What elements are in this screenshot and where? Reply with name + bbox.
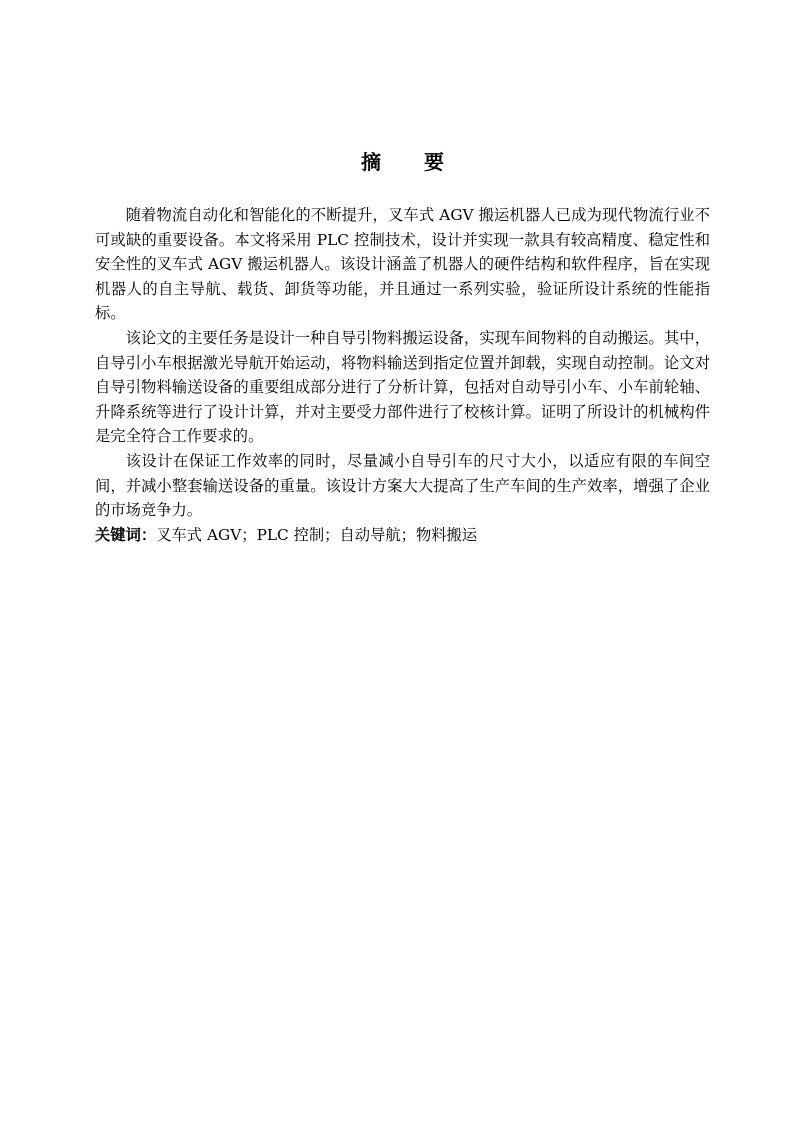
keywords-line — [95, 523, 710, 548]
abstract-paragraph-3: 该设计在保证工作效率的同时，尽量减小自导引车的尺寸大小，以适应有限的车间空间，并减小整套输送设备的重量。该设计方案大大提高了生产车间的生产效率，增强了企业的市场竞争力。 — [95, 451, 710, 520]
keywords-label: 关键词： — [95, 525, 157, 544]
abstract-title: 摘 要 — [361, 150, 462, 174]
keywords-text: 叉车式 AGV；PLC 控制；自动导航；物料搬运 — [156, 525, 478, 544]
abstract-paragraph-2: 该论文的主要任务是设计一种自导引物料搬运设备，实现车间物料的自动搬运。其中，自导引小车根据激光导航开始运动，将物料输送到指定位置并卸载，实现自动控制。论文对自导引物料输送设备的重要组成部分进行了分析计算，包括对自动导引小车、小车前轮轴、升降系统等进行了设计计算，并对主要受力部件进行了校核计算。证明了所设计的机械构件是完全符合工作要求的。 — [95, 328, 710, 446]
abstract-body — [95, 203, 710, 547]
abstract-paragraph-1: 随着物流自动化和智能化的不断提升，叉车式 AGV 搬运机器人已成为现代物流行业不可或缺的重要设备。本文将采用 PLC 控制技术，设计并实现一款具有较高精度、稳定性和安全性的叉车式 AGV 搬运机器人。该设计涵盖了机器人的硬件结构和软件程序，旨在实现机器人的自主导航、载货、卸货等功能，并且通过一系列实验，验证所设计系统的性能指标。 — [95, 206, 710, 323]
